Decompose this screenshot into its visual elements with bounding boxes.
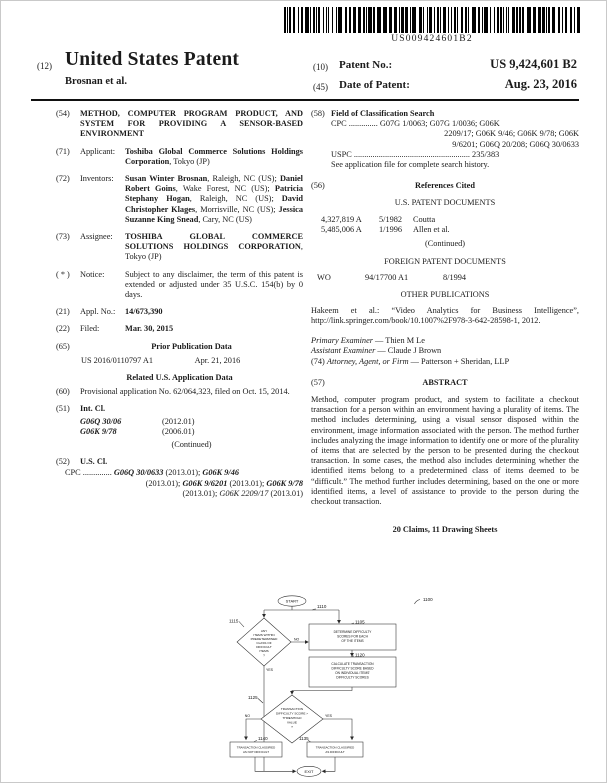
ref-1110: 1110: [317, 604, 327, 610]
svg-text:CALCULATE TRANSACTION: CALCULATE TRANSACTION: [331, 662, 374, 666]
references-heading: References Cited: [415, 181, 475, 191]
svg-text:DIFFICULT: DIFFICULT: [256, 645, 272, 649]
svg-text:ITEMS: ITEMS: [259, 649, 269, 653]
field-22-filed: (22) Filed: Mar. 30, 2015: [56, 324, 303, 334]
kind-code-12: (12): [37, 61, 52, 71]
svg-text:DETERMINE DIFFICULTY: DETERMINE DIFFICULTY: [333, 630, 372, 634]
fig-ref-1100: 1100: [423, 597, 433, 602]
field-51-int-cl: (51) Int. Cl.: [56, 404, 303, 414]
applicant-value: Toshiba Global Commerce Solutions Holdings Corporation, Tokyo (JP): [125, 146, 303, 166]
svg-text:VALUE: VALUE: [287, 720, 297, 725]
uspc-line: USPC ........................................................ 235/383: [331, 149, 500, 159]
search-note: See application file for complete search history.: [331, 160, 490, 170]
prior-pub-heading: Prior Publication Data: [151, 341, 232, 351]
svg-text:ANY: ANY: [260, 629, 268, 633]
us-cl-heading: U.S. Cl.: [80, 457, 108, 467]
appl-no-label: Appl. No.:: [80, 307, 116, 317]
field-52-us-cl: (52) U.S. Cl.: [56, 457, 303, 467]
search-cpc: CPC .............. G07G 1/0063; G07G 1/0036; G06K 2209/17; G06K 9/46; G06K 9/78; G06K 9/6201; G06Q 20/208; G06Q 30/0633 USPC ........................................................ 235/383 See application file for complete search history.: [331, 119, 579, 170]
field-21-appl-no: (21) Appl. No.: 14/673,390: [56, 307, 303, 317]
start-label: START: [285, 598, 299, 604]
us-doc-row: 5,485,006 A 1/1996 Allen et al.: [321, 224, 450, 234]
svg-text:ON INDIVIDUAL ITEMS': ON INDIVIDUAL ITEMS': [335, 671, 370, 675]
barcode: [284, 7, 580, 33]
svg-text:SCORES FOR EACH: SCORES FOR EACH: [337, 634, 368, 639]
abstract-heading: ABSTRACT: [422, 377, 468, 387]
field-58-search: (58) Field of Classification Search: [311, 109, 579, 119]
field-65-heading: (65) Prior Publication Data: [56, 342, 303, 352]
abstract-text: Method, computer program product, and system to facilitate a checkout transaction for a person within an environment having a plurality of items. The method includes determining, using a visual sensor disposed within the environment, image information associated with the person. The method further includes analyzing the image information to identify one or more of the plurality of items that are selected by the person to be presented during the checkout transaction. In some cases, the method also includes determining whether the identified items belong to a predetermined class of items deemed to be “difficult.” The method further includes determining, based on the one or more identified items, a level of assistance to provide to the person during the checkout transaction.: [311, 395, 579, 507]
svg-text:AS NOT DIFFICULT: AS NOT DIFFICULT: [242, 750, 270, 754]
cpc-line: (2013.01); G06K 9/6201 (2013.01); G06K 9/78: [145, 478, 303, 488]
patent-no-label: Patent No.:: [339, 59, 393, 71]
int-cl-row: G06Q 30/06 (2012.01): [80, 416, 195, 426]
kind-code-10: (10): [313, 62, 328, 72]
header-divider: [31, 99, 579, 101]
refs-continued: (Continued): [424, 239, 466, 249]
claims-line: 20 Claims, 11 Drawing Sheets: [392, 525, 498, 535]
int-cl-heading: Int. Cl.: [80, 404, 106, 414]
barcode-text: US009424601B2: [391, 34, 473, 44]
ref-1120: 1120: [355, 652, 365, 658]
kind-code-45: (45): [313, 82, 328, 92]
inventors-value: Susan Winter Brosnan, Raleigh, NC (US); Daniel Robert Goins, Wake Forest, NC (US); Patricia Stephany Hogan, Raleigh, NC (US); David Christopher Klages, Morrisville, NC (US); Jessica Suzanne King Snead, Cary, NC (US): [125, 174, 303, 224]
svg-text:OF THE ITEMS: OF THE ITEMS: [341, 639, 364, 643]
notice: ( * ) Notice: Subject to any disclaimer, the term of this patent is extended or adjusted under 35 U.S.C. 154(b) by 0 days.: [56, 269, 303, 300]
attorney-line: (74) Attorney, Agent, or Firm — Patterson + Sheridan, LLP: [311, 356, 510, 366]
prior-pub-date: Apr. 21, 2016: [194, 355, 241, 365]
int-cl-continued: (Continued): [171, 440, 212, 450]
svg-text:?: ?: [291, 725, 293, 729]
inventors-label: Inventors:: [80, 174, 114, 184]
svg-text:TRANSACTION CLASSIFIED: TRANSACTION CLASSIFIED: [236, 745, 276, 750]
us-cl-cpc: [65, 468, 303, 499]
svg-text:TRANSACTION CLASSIFIED: TRANSACTION CLASSIFIED: [315, 745, 355, 750]
svg-text:THRESHOLD: THRESHOLD: [282, 716, 302, 720]
assignee-label: Assignee:: [80, 232, 113, 242]
left-column: [56, 109, 303, 501]
filed-label: Filed:: [80, 324, 100, 334]
other-pubs-heading: OTHER PUBLICATIONS: [400, 289, 490, 299]
foreign-doc-row: WO 94/17700 A1 8/1994: [317, 273, 467, 283]
yes-label-1: YES: [266, 668, 274, 672]
svg-text:AS DIFFICULT: AS DIFFICULT: [325, 750, 345, 754]
applicant-label: Applicant:: [80, 146, 116, 156]
us-docs-heading: U.S. PATENT DOCUMENTS: [394, 198, 496, 208]
cpc-line: CPC .............. G06Q 30/0633 (2013.01); G06K 9/46: [65, 468, 240, 478]
foreign-docs-heading: FOREIGN PATENT DOCUMENTS: [384, 257, 506, 267]
right-column: [311, 109, 579, 536]
no-label-1: NO: [294, 637, 300, 642]
related-heading: Related U.S. Application Data: [126, 373, 233, 383]
svg-text:?: ?: [263, 653, 265, 658]
field-72-inventors: (72) Inventors: Susan Winter Brosnan, Raleigh, NC (US); Daniel Robert Goins, Wake Forest, NC (US); Patricia Stephany Hogan, Raleigh, NC (US); David Christopher Klages, Morrisville, NC (US); Jessica Suzanne King Snead, Cary, NC (US): [56, 174, 303, 224]
int-cl-row: G06K 9/78 (2006.01): [80, 426, 195, 436]
invention-title: METHOD, COMPUTER PROGRAM PRODUCT, AND SYSTEM FOR PROVIDING A SENSOR-BASED ENVIRONMENT: [80, 109, 303, 139]
date-label: Date of Patent:: [339, 79, 410, 91]
assignee-value: TOSHIBA GLOBAL COMMERCE SOLUTIONS HOLDINGS CORPORATION, Tokyo (JP): [125, 232, 303, 262]
exit-label: EXIT: [304, 768, 314, 774]
filed-value: Mar. 30, 2015: [125, 324, 174, 334]
no-label-2: NO: [244, 714, 250, 718]
svg-text:TRANSACTION: TRANSACTION: [280, 707, 304, 711]
assistant-examiner-line: Assistant Examiner — Claude J Brown: [311, 346, 442, 356]
notice-label: Notice:: [80, 269, 105, 279]
ref-1125: 1125: [248, 695, 258, 700]
other-pubs-text: Hakeem et al.: “Video Analytics for Business Intelligence”, http://link.springer.com/book/10.1007%2F978-3-642-28598-1, 2012.: [311, 305, 579, 326]
svg-text:ITEMS WITHIN: ITEMS WITHIN: [253, 633, 275, 637]
prior-pub-no: US 2016/0110797 A1: [81, 355, 154, 365]
field-71-applicant: (71) Applicant: Toshiba Global Commerce Solutions Holdings Corporation, Tokyo (JP): [56, 146, 303, 166]
ref-1140: 1140: [258, 736, 268, 741]
svg-text:DIFFICULTY SCORE >: DIFFICULTY SCORE >: [275, 711, 309, 716]
svg-text:CLASS OF: CLASS OF: [256, 641, 272, 645]
field-73-assignee: (73) Assignee: TOSHIBA GLOBAL COMMERCE SOLUTIONS HOLDINGS CORPORATION, Tokyo (JP): [56, 232, 303, 262]
inventor-byline: Brosnan et al.: [65, 76, 127, 87]
prior-pub-row: [56, 356, 303, 366]
field-56-references: (56) References Cited: [311, 181, 579, 191]
patent-no-value: US 9,424,601 B2: [490, 57, 577, 71]
appl-no-value: 14/673,390: [125, 307, 163, 317]
primary-examiner-line: Primary Examiner — Thien M Le: [311, 336, 425, 346]
ref-1115: 1115: [229, 618, 239, 624]
svg-text:DIFFICULTY SCORES: DIFFICULTY SCORES: [336, 675, 369, 680]
search-heading: Field of Classification Search: [331, 109, 435, 118]
page-title: United States Patent: [65, 49, 240, 70]
field-54-title: (54) METHOD, COMPUTER PROGRAM PRODUCT, AND SYSTEM FOR PROVIDING A SENSOR-BASED ENVIRONMENT: [56, 109, 303, 139]
figure-11-flowchart: [229, 594, 481, 783]
date-value: Aug. 23, 2016: [504, 77, 577, 91]
us-doc-row: 4,327,819 A 5/1982 Coutta: [321, 214, 436, 224]
svg-text:PREDETERMINED: PREDETERMINED: [250, 637, 278, 641]
provisional-text: Provisional application No. 62/064,323, filed on Oct. 15, 2014.: [80, 387, 290, 397]
ref-1105: 1105: [355, 619, 365, 625]
ref-1135: 1135: [299, 736, 309, 741]
svg-text:DIFFICULTY SCORE BASED: DIFFICULTY SCORE BASED: [331, 666, 374, 671]
field-60-provisional: (60) Provisional application No. 62/064,323, filed on Oct. 15, 2014.: [56, 387, 303, 397]
cpc-line: (2013.01); G06K 2209/17 (2013.01): [182, 488, 303, 498]
field-57-abstract: (57) ABSTRACT: [311, 378, 579, 388]
yes-label-2: YES: [325, 714, 333, 718]
notice-text: Subject to any disclaimer, the term of this patent is extended or adjusted under 35 U.S.C. 154(b) by 0 days.: [125, 269, 303, 300]
